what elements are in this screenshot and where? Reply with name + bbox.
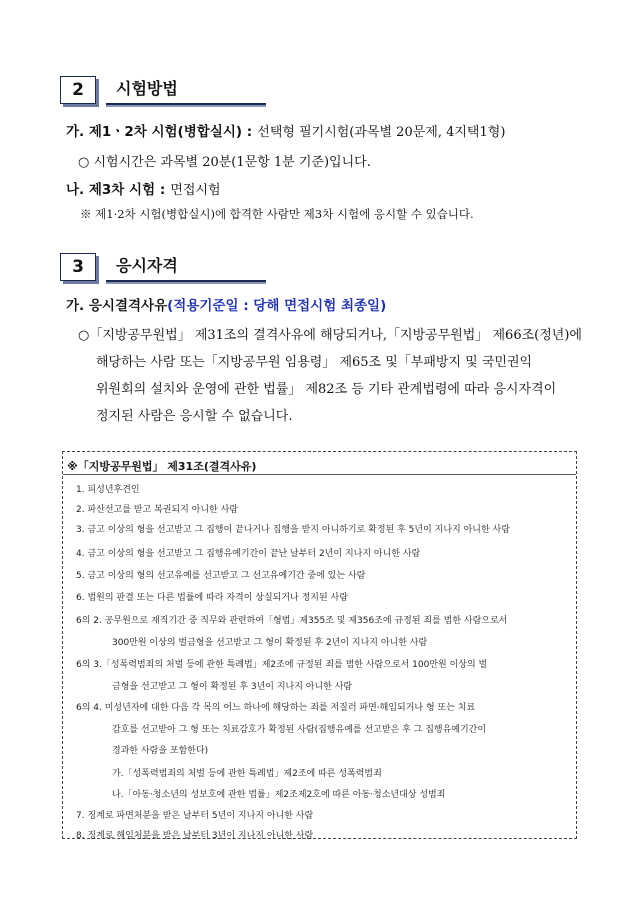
disqualification-label: 가. 응시결격사유 [66,298,168,314]
eligibility-para-line: 정지된 사람은 응시할 수 없습니다. [96,409,293,424]
eligibility-para-line: 해당하는 사람 또는「지방공무원 임용령」 제65조 및「부패방지 및 국민권익 [96,355,533,370]
box-item: 1. 피성년후견인 [76,485,140,495]
exam-method-a-text: 선택형 필기시험(과목별 20문제, 4지택1형) [257,125,506,140]
section-title: 시험방법 [116,79,178,98]
section-number: 2 [60,76,96,104]
exam-method-b [66,178,221,198]
section-underline [106,103,266,105]
box-item: 3. 금고 이상의 형을 선고받고 그 집행이 끝나거나 집행을 받지 아니하기로 확정된 후 5년이 지나지 아니한 사람 [76,525,510,535]
box-item: 6의 2. 공무원으로 재직기간 중 직무와 관련하여「형법」제355조 및 제356조에 규정된 죄를 범한 사람으로서 [76,616,508,626]
box-subitem: 나.「아동·청소년의 성보호에 관한 법률」제2조제2호에 따른 아동·청소년대상 성범죄 [112,790,446,800]
box-item-cont: 감호를 선고받아 그 형 또는 치료감호가 확정된 사람(집행유예를 선고받은 후 그 집행유예기간이 [112,725,487,735]
section-title: 응시자격 [116,256,178,275]
exam-method-b-label: 나. 제3차 시험 : [66,182,166,198]
reference-date: (적용기준일 : 당해 면접시험 최종일) [167,298,387,314]
section-2-header [60,76,208,106]
box-item: 4. 금고 이상의 형을 선고받고 그 집행유예기간이 끝난 날부터 2년이 지나지 아니한 사람 [76,549,421,559]
box-item: 6의 3.「성폭력범죄의 처벌 등에 관한 특례법」제2조에 규정된 죄를 범한 사람으로서 100만원 이상의 벌 [76,660,488,670]
box-item: 6의 4. 미성년자에 대한 다음 각 목의 어느 하나에 해당하는 죄를 저질러 파면·해임되거나 형 또는 치료 [76,703,476,713]
section-underline [106,280,266,282]
box-item: 6. 법원의 판결 또는 다른 법률에 따라 자격이 상실되거나 정지된 사람 [76,593,348,603]
box-item-cont: 금형을 선고받고 그 형이 확정된 후 3년이 지나지 아니한 사람 [112,682,353,692]
box-item: 8. 징계로 해임처분을 받은 날부터 3년이 지나지 아니한 사람 [76,831,314,841]
box-title-divider [63,474,576,475]
eligibility-para-line: ○「지방공무원법」 제31조의 결격사유에 해당되거나,「지방공무원법」 제66조(정년)에 [78,328,582,343]
exam-method-a [66,120,505,140]
exam-method-b-text: 면접시험 [170,183,221,198]
box-item-cont: 300만원 이상의 벌금형을 선고받고 그 형이 확정된 후 2년이 지나지 아니한 사람 [112,638,428,648]
exam-note: ※ 제1·2차 시험(병합실시)에 합격한 사람만 제3차 시험에 응시할 수 있습니다. [80,207,474,221]
exam-method-a-label: 가. 제1ㆍ2차 시험(병합실시) : [66,124,253,140]
box-item-cont: 경과한 사람을 포함한다) [112,746,209,756]
section-3-header [60,253,208,283]
eligibility-para-line: 위원회의 설치와 운영에 관한 법률」 제82조 등 기타 관계법령에 따라 응시자격이 [96,382,557,397]
disqualification-heading [66,294,386,314]
box-item: 5. 금고 이상의 형의 선고유예를 선고받고 그 선고유예기간 중에 있는 사람 [76,571,366,581]
box-title: ※「지방공무원법」 제31조(결격사유) [67,460,257,473]
box-item: 7. 징계로 파면처분을 받은 날부터 5년이 지나지 아니한 사람 [76,811,314,821]
box-item: 2. 파산선고를 받고 복권되지 아니한 사람 [76,505,238,515]
box-subitem: 가.「성폭력범죄의 처벌 등에 관한 특례법」제2조에 따른 성폭력범죄 [112,769,382,779]
exam-time-bullet: ○ 시험시간은 과목별 20분(1문항 1분 기준)입니다. [78,155,371,170]
section-number: 3 [60,253,96,281]
